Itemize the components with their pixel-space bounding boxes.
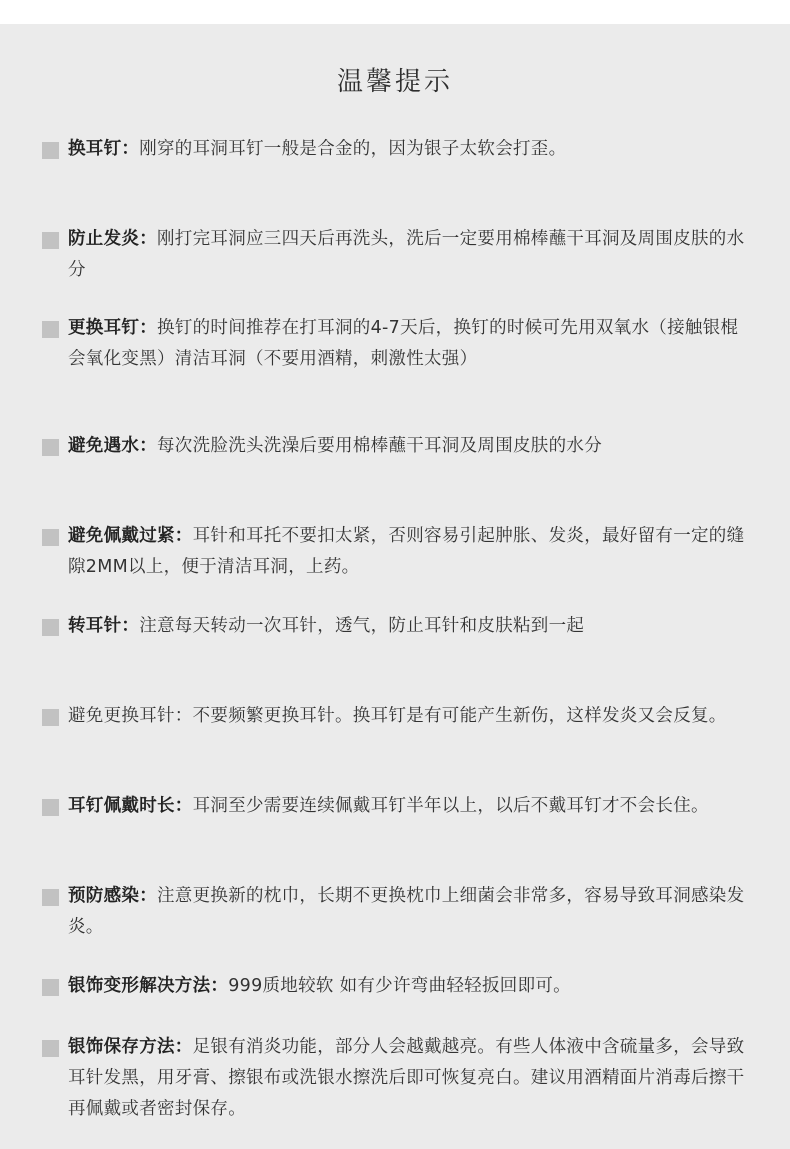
tip-body: 耳洞至少需要连续佩戴耳钉半年以上，以后不戴耳钉才不会长住。	[192, 796, 709, 816]
tip-text-block	[68, 611, 754, 642]
tip-text-block	[68, 313, 754, 375]
tip-text-block	[68, 791, 754, 822]
tip-label: 转耳针：	[68, 616, 140, 636]
tip-text-block	[68, 431, 754, 462]
tip-label: 预防感染：	[68, 886, 157, 906]
tip-label: 防止发炎：	[68, 229, 157, 249]
tip-body: 换钉的时间推荐在打耳洞的4-7天后，换钉的时候可先用双氧水（接触银棍会氧化变黑）清洁耳洞（不要用酒精，刺激性太强）	[68, 318, 739, 369]
tip-label: 银饰变形解决方法：	[68, 976, 229, 996]
page-title: 温馨提示	[336, 67, 453, 97]
bullet-square-icon	[42, 889, 59, 906]
tip-body: 刚打完耳洞应三四天后再洗头，洗后一定要用棉棒蘸干耳洞及周围皮肤的水分	[68, 229, 745, 280]
tip-label: 避免更换耳针：	[68, 706, 193, 726]
tip-text-block	[68, 881, 754, 943]
tip-body: 不要频繁更换耳针。换耳钉是有可能产生新伤，这样发炎又会反复。	[192, 706, 727, 726]
tip-body: 足银有消炎功能，部分人会越戴越亮。有些人体液中含硫量多，会导致耳针发黑，用牙膏、擦银布或洗银水擦洗后即可恢复亮白。建议用酒精面片消毒后擦干再佩戴或者密封保存。	[68, 1037, 745, 1119]
tip-text-block	[68, 134, 754, 165]
tip-body: 注意每天转动一次耳针，透气，防止耳针和皮肤粘到一起	[139, 616, 585, 636]
notice-panel	[0, 24, 790, 1149]
bullet-square-icon	[42, 709, 59, 726]
tip-text-block	[68, 1032, 754, 1125]
bullet-square-icon	[42, 232, 59, 249]
tip-label: 换耳钉：	[68, 139, 140, 159]
tip-label: 银饰保存方法：	[68, 1037, 193, 1057]
tip-label: 避免佩戴过紧：	[68, 526, 193, 546]
bullet-square-icon	[42, 439, 59, 456]
tip-body: 每次洗脸洗头洗澡后要用棉棒蘸干耳洞及周围皮肤的水分	[157, 436, 602, 456]
tip-body: 注意更换新的枕巾，长期不更换枕巾上细菌会非常多，容易导致耳洞感染发炎。	[68, 886, 745, 937]
bullet-square-icon	[42, 979, 59, 996]
tip-text-block	[68, 224, 754, 286]
tip-body: 刚穿的耳洞耳钉一般是合金的，因为银子太软会打歪。	[139, 139, 567, 159]
tip-text-block	[68, 971, 754, 1002]
tip-body: 999质地较软 如有少许弯曲轻轻扳回即可。	[228, 976, 571, 996]
tip-label: 避免遇水：	[68, 436, 157, 456]
tip-text-block	[68, 521, 754, 583]
bullet-square-icon	[42, 321, 59, 338]
tip-text-block	[68, 701, 754, 732]
bullet-square-icon	[42, 529, 59, 546]
bullet-square-icon	[42, 1040, 59, 1057]
tip-label: 耳钉佩戴时长：	[68, 796, 193, 816]
bullet-square-icon	[42, 799, 59, 816]
tip-label: 更换耳钉：	[68, 318, 157, 338]
bullet-square-icon	[42, 142, 59, 159]
bullet-square-icon	[42, 619, 59, 636]
tip-body: 耳针和耳托不要扣太紧，否则容易引起肿胀、发炎，最好留有一定的缝隙2MM以上，便于清洁耳洞，上药。	[68, 526, 745, 577]
